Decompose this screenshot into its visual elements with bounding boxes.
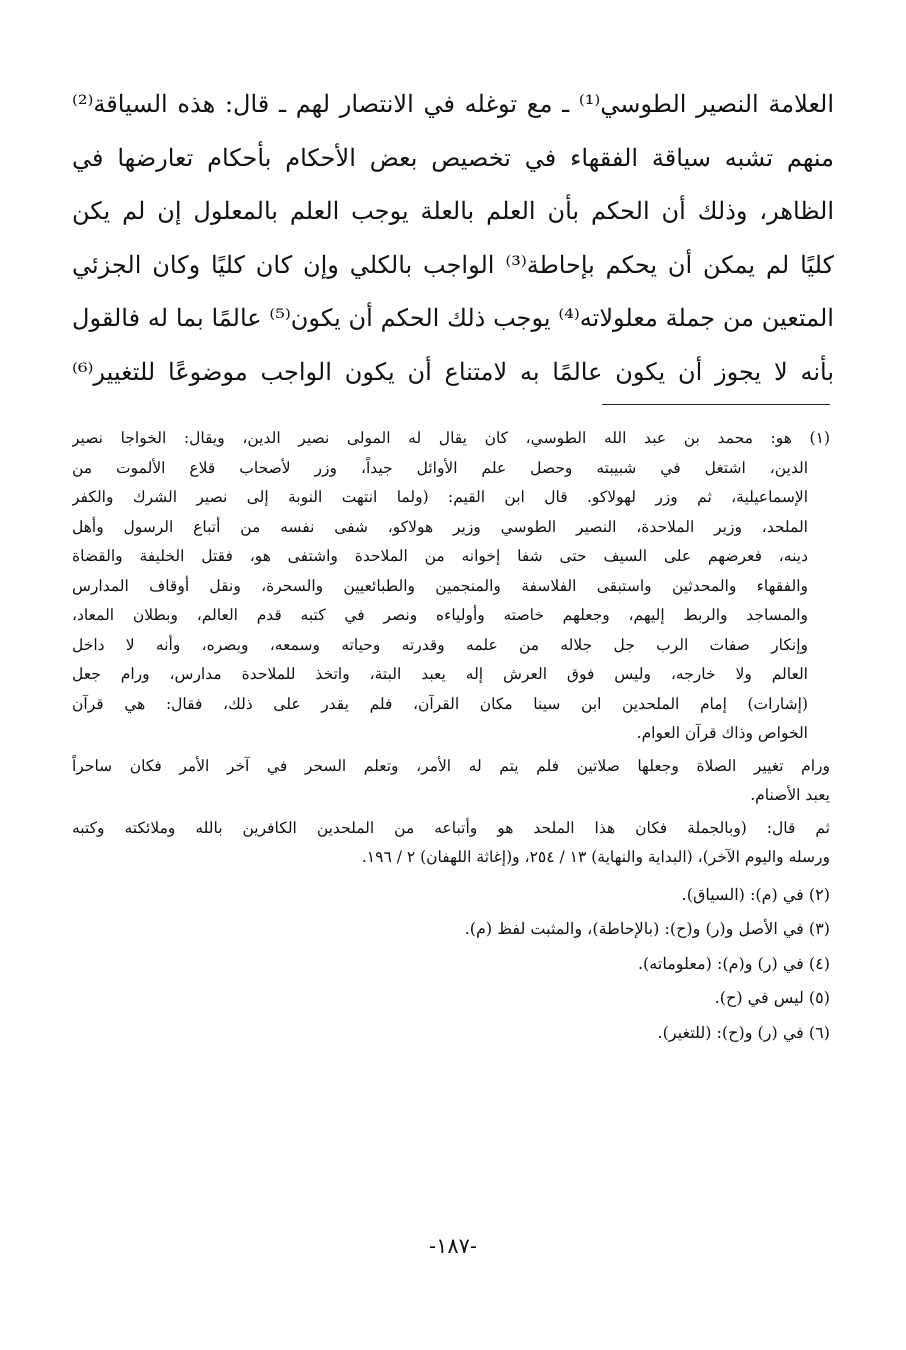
main-body-text — [72, 78, 834, 399]
footnote-line: وإنكار صفات الرب جل جلاله من علمه وقدرته وحياته وسمعه، وبصره، وأنه لا داخل — [72, 635, 808, 654]
footnote-line: (١) هو: محمد بن عبد الله الطوسي، كان يقال له المولى نصير الدين، ويقال: الخواجا نصير — [72, 429, 830, 447]
body-line: الظاهر، وذلك أن الحكم بأن العلم بالعلة يوجب العلم بالمعلول إن لم يكن — [72, 197, 834, 225]
footnote-line: ورسله واليوم الآخر)، (البداية والنهاية) ١٣ / ٢٥٤، و(إغاثة اللهفان) ٢ / ١٩٦. — [361, 848, 830, 866]
footnote-4: (٤) في (ر) و(م): (معلوماته). — [637, 953, 830, 973]
footnote-line: دينه، فعرضهم على السيف حتى شفا إخوانه من الملاحدة واشتفى هو، فقتل الخليفة والقضاة — [72, 547, 808, 565]
footnote-line: العالم ولا خارجه، وليس فوق العرش إله يعبد البتة، واتخذ للملاحدة مدارس، ورام جعل — [72, 665, 808, 683]
footnote-line: والفقهاء والمحدثين واستبقى الفلاسفة والمنجمين والطبائعيين والسحرة، ونقل أوقاف المدارس — [72, 576, 808, 595]
body-line: كليًا لم يمكن أن يحكم بإحاطة⁽³⁾ الواجب بالكلي وإن كان كليًا وكان الجزئي — [72, 250, 834, 279]
footnote-line: (إشارات) إمام الملحدين ابن سينا مكان القرآن، فلم يقدر على ذلك، فقال: هي قرآن — [72, 694, 808, 713]
footnote-line: الدين، اشتغل في شبيبته وحصل علم الأوائل جيداً، وزر لأصحاب قلاع الألموت من — [72, 458, 808, 477]
footnote-1-quote — [72, 814, 830, 873]
body-line: منهم تشبه سياقة الفقهاء في تخصيص بعض الأحكام بأحكام تعارضها في — [72, 143, 834, 172]
body-line: المتعين من جملة معلولاته⁽⁴⁾ يوجب ذلك الحكم أن يكون⁽⁵⁾ عالمًا بما له فالقول — [72, 304, 834, 332]
footnote-line: الملحد، وزير الملاحدة، النصير الطوسي وزير هولاكو، شفى نفسه من أتباع الرسول وأهل — [72, 517, 808, 536]
body-line: العلامة النصير الطوسي⁽¹⁾ ـ مع توغله في الانتصار لهم ـ قال: هذه السياقة⁽²⁾ — [72, 90, 834, 118]
footnote-6: (٦) في (ر) و(ح): (للتغير). — [657, 1022, 830, 1042]
footnote-separator — [602, 404, 830, 405]
footnote-1 — [72, 424, 830, 749]
footnote-1-continuation — [72, 752, 830, 811]
short-footnotes — [72, 879, 830, 1049]
page-number: -١٨٧- — [428, 1234, 478, 1258]
footnote-line: والمساجد والربط إليهم، وجعلهم خاصته وأولياءه ونصر في كتبه قدم العالم، وبطلان المعاد، — [72, 606, 808, 624]
footnote-5: (٥) ليس في (ح). — [714, 988, 830, 1007]
footnote-line: يعبد الأصنام. — [750, 786, 830, 804]
footnote-3: (٣) في الأصل و(ر) و(ح): (بالإحاطة)، والمثبت لفظ (م). — [464, 919, 830, 938]
footnote-2: (٢) في (م): (السياق). — [681, 884, 830, 904]
footnotes-section — [72, 424, 830, 1048]
footnote-line: الإسماعيلية، ثم وزر لهولاكو. قال ابن القيم: (ولما انتهت النوبة إلى نصير الشرك والكفر — [72, 488, 808, 506]
footnote-line: ثم قال: (وبالجملة فكان هذا الملحد هو وأتباعه من الملحدين الكافرين بالله وملائكته وكتبه — [72, 818, 830, 837]
footnote-line: ورام تغيير الصلاة وجعلها صلاتين فلم يتم له الأمر، وتعلم السحر في آخر الأمر فكان ساحراً — [72, 756, 830, 775]
body-line: بأنه لا يجوز أن يكون عالمًا به لامتناع أن يكون الواجب موضوعًا للتغيير⁽⁶⁾ — [72, 357, 834, 386]
footnote-line: الخواص وذاك قرآن العوام. — [636, 724, 808, 742]
